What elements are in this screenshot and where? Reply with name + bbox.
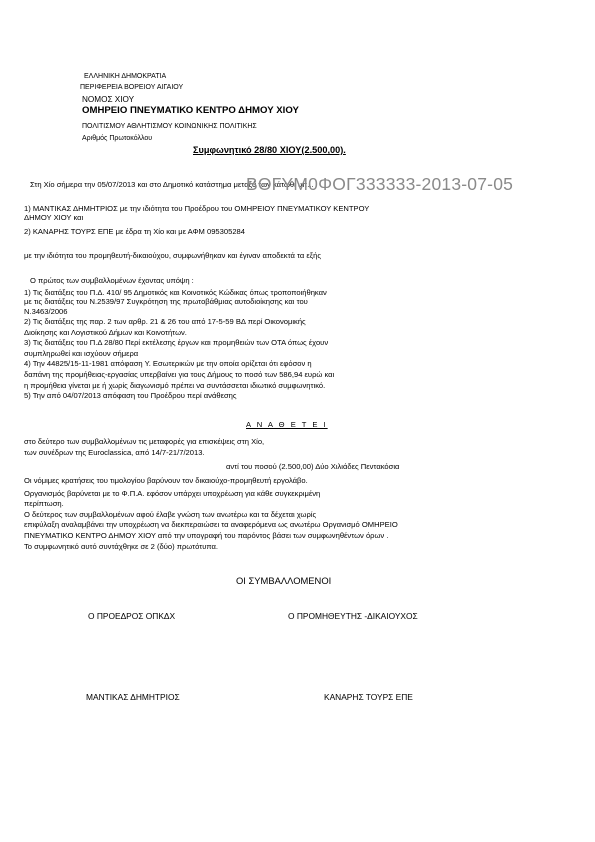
consideration-4b: δαπάνη της προμήθειας-εργασίας υπερβαίνει για τους Δήμους το ποσό των 586,94 ευρώ και [24, 370, 335, 379]
party-2: 2) ΚΑΝΑΡΗΣ ΤΟΥΡΣ ΕΠΕ με έδρα τη Χίο και με ΑΦΜ 095305284 [24, 227, 245, 236]
document-watermark: ΒΘΓΥΜ0ΦΟΓ333333-2013-07-05 [246, 174, 514, 194]
consideration-2a: 2) Τις διατάξεις της παρ. 2 των αρθρ. 21 & 26 του από 17-5-59 ΒΔ περί Οικονομικής [24, 317, 306, 326]
consideration-4c: η προμήθεια γίνεται με ή χωρίς διαγωνισμό πρέπει να συντάσσεται ιδιωτικό συμφωνητικό. [24, 381, 326, 390]
header-organization: ΟΜΗΡΕΙΟ ΠΝΕΥΜΑΤΙΚΟ ΚΕΝΤΡΟ ΔΗΜΟΥ ΧΙΟΥ [82, 105, 299, 116]
assignment-line-1: στο δεύτερο των συμβαλλομένων τις μεταφορές για επισκέψεις στη Χίο, [24, 437, 265, 446]
signature-left-role: Ο ΠΡΟΕΔΡΟΣ ΟΠΚΔΧ [88, 611, 176, 621]
party-1-line-1: 1) ΜΑΝΤΙΚΑΣ ΔΗΜΗΤΡΙΟΣ με την ιδιότητα του Προέδρου του ΟΜΗΡΕΙΟΥ ΠΝΕΥΜΑΤΙΚΟΥ ΚΕΝΤΡΟΥ [24, 204, 370, 213]
capacity-statement: με την ιδιότητα του προμηθευτή-δικαιούχου, συμφωνήθηκαν και έγιναν αποδεκτά τα εξής [24, 251, 322, 260]
header-region: ΠΕΡΙΦΕΡΕΙΑ ΒΟΡΕΙΟΥ ΑΙΓΑΙΟΥ [80, 84, 184, 91]
assigns-heading: Α Ν Α Θ Ε Τ Ε Ι [246, 420, 328, 429]
consideration-1b: με τις διατάξεις του Ν.2539/97 Συγκρότηση της πρωτοβάθμιας αυτοδιοίκησης και του [24, 297, 308, 306]
consideration-1a: 1) Τις διατάξεις του Π.Δ. 410/ 95 Δημοτικός και Κοινοτικός Κώδικας όπως τροποποιήθηκαν [24, 288, 327, 297]
intro-text: Στη Χίο σήμερα την 05/07/2013 και στο Δημοτικό κατάστημα μεταξύ των κάτωθι υπ... [30, 180, 314, 189]
signature-left-name: ΜΑΝΤΙΚΑΣ ΔΗΜΗΤΡΙΟΣ [86, 692, 180, 702]
consideration-3a: 3) Τις διατάξεις του Π.Δ 28/80 Περί εκτέλεσης έργων και προμηθειών των ΟΤΑ όπως έχουν [24, 338, 329, 347]
header-country: ΕΛΛΗΝΙΚΗ ΔΗΜΟΚΡΑΤΙΑ [84, 73, 167, 80]
terms-line-7: Το συμφωνητικό αυτό συντάχθηκε σε 2 (δύο) πρωτότυπα. [24, 542, 219, 551]
terms-line-4: Ο δεύτερος των συμβαλλομένων αφού έλαβε γνώση των ανωτέρω και τα δέχεται χωρίς [24, 510, 317, 519]
consideration-1c: Ν.3463/2006 [24, 307, 68, 316]
signature-right-name: ΚΑΝΑΡΗΣ ΤΟΥΡΣ ΕΠΕ [324, 692, 413, 702]
terms-line-6: ΠΝΕΥΜΑΤΙΚΟ ΚΕΝΤΡΟ ΔΗΜΟΥ ΧΙΟΥ από την υπογραφή του παρόντος βάσει των συμφωνηθέντων όρων . [24, 531, 389, 540]
consideration-5: 5) Την από 04/07/2013 απόφαση του Προέδρου περί ανάθεσης [24, 391, 237, 400]
signature-right-role: Ο ΠΡΟΜΗΘΕΥΤΗΣ -ΔΙΚΑΙΟΥΧΟΣ [288, 611, 418, 621]
terms-line-2: Οργανισμός βαρύνεται με το Φ.Π.Α. εφόσον υπάρχει υποχρέωση για κάθε συγκεκριμένη [24, 489, 321, 498]
signatories-heading: ΟΙ ΣΥΜΒΑΛΛΟΜΕΝΟΙ [236, 575, 332, 586]
terms-line-3: περίπτωση. [24, 499, 64, 508]
terms-line-1: Οι νόμιμες κρατήσεις του τιμολογίου βαρύνουν τον δικαιούχο-προμηθευτή εργολάβο. [24, 476, 308, 485]
assignment-line-2: των συνέδρων της Euroclassica, από 14/7-21/7/2013. [24, 448, 205, 457]
consideration-3b: συμπληρωθεί και ισχύουν σήμερα [24, 349, 139, 358]
party-1-line-2: ΔΗΜΟΥ ΧΙΟΥ και [24, 213, 84, 222]
header-prefecture: ΝΟΜΟΣ ΧΙΟΥ [82, 95, 135, 104]
terms-line-5: επιφύλαξη αναλαμβάνει την υποχρέωση να διεκπεραιώσει τα αναφερόμενα ως ανωτέρω Οργανισμό ΟΜΗΡΕΙΟ [24, 520, 398, 529]
considering-heading: Ο πρώτος των συμβαλλομένων έχοντας υπόψη : [30, 276, 194, 285]
header-protocol-number: Αριθμός Πρωτοκόλλου [82, 135, 153, 142]
contract-title: Συμφωνητικό 28/80 ΧΙΟΥ(2.500,00). [193, 145, 346, 155]
consideration-4a: 4) Την 44825/15-11-1981 απόφαση Υ. Εσωτερικών με την οποία ορίζεται ότι εφόσον η [24, 359, 312, 368]
header-subtitle: ΠΟΛΙΤΙΣΜΟΥ ΑΘΛΗΤΙΣΜΟΥ ΚΟΙΝΩΝΙΚΗΣ ΠΟΛΙΤΙΚΗΣ [82, 123, 257, 130]
consideration-2b: Διοίκησης και Λογιστικού Δήμων και Κοινοτήτων. [24, 328, 187, 337]
contract-amount: αντί του ποσού (2.500,00) Δύο Χιλιάδες Πεντακόσια [226, 462, 400, 471]
